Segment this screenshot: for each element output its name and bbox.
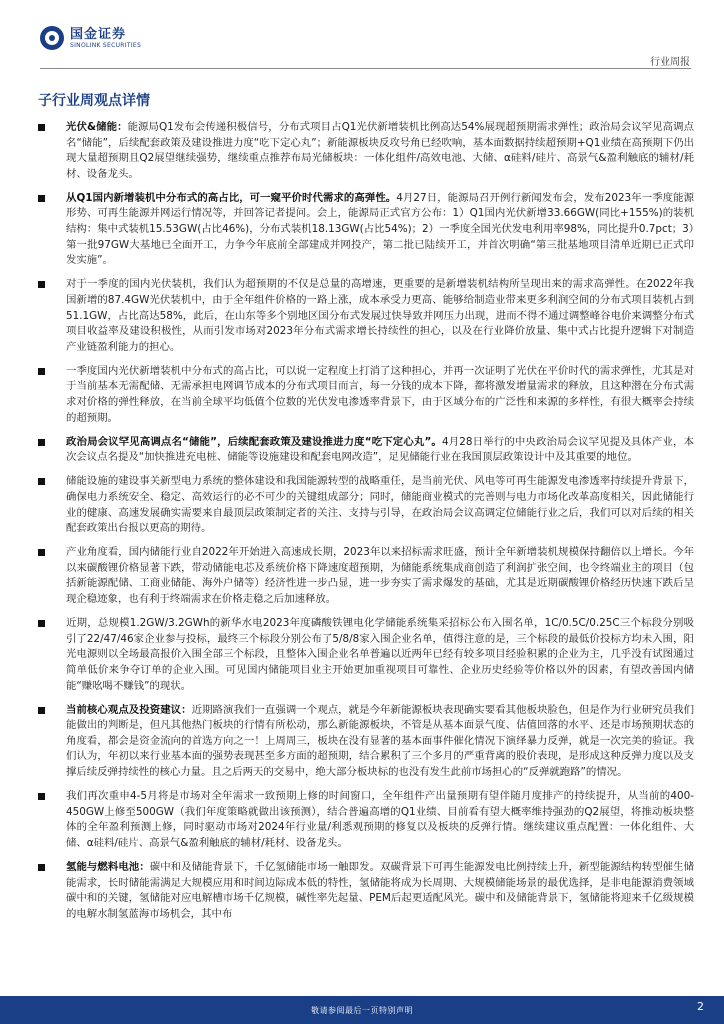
paragraph-text: 能源局Q1发布会传递积极信号，分布式项目占Q1光伏新增装机比例高达54%展现超预期需求弹性；政治局会议罕见高调点名“储能”，后续配套政策及建设推进力度“吃下定心丸”；新能源板块反攻号角已经吹响，基本面数据持续超预期+Q1业绩在高预期下仍出现大量超预期且Q2展望继续强势，继续重点推荐布局光储板块：一体化组件/高效电池、大储、α硅料/硅片、高景气&盈利触底的辅材/耗材、设备龙头。 <box>66 121 694 180</box>
brand-name-en: SINOLINK SECURITIES <box>70 41 142 49</box>
bullet-icon <box>38 124 45 131</box>
paragraph-text: 产业角度看，国内储能行业自2022年开始进入高速成长期，2023年以来招标需求旺盛，预计全年新增装机规模保持翻倍以上增长。今年以来碳酸锂价格显著下跌，带动储能电芯及系统价格下降速度超预期，为储能系统集成商创造了利润扩张空间，也令终端业主的项目（包括新能源配储、工商业储能、海外户储等）经济性进一步凸显，进一步夯实了需求爆发的基础，尤其是近期碳酸锂价格经历快速下跌后呈现企稳迹象，也有利于终端需求在价格走稳之后加速释放。 <box>66 546 694 606</box>
footer-disclaimer: 敬请参阅最后一页特别声明 <box>311 1006 413 1015</box>
paragraph-lead: 光伏&储能： <box>66 121 128 133</box>
paragraph <box>38 545 694 607</box>
paragraph-text: 我们再次重申4-5月将是市场对全年需求一致预期上修的时间窗口，全年组件产出量预期有望伴随月度排产的持续提升，从当前的400-450GW上修至500GW（我们年度策略就做出该预测），结合普遍高增的Q1业绩、目前看有望大概率维持强劲的Q2展望，将推动板块整体的全年盈利预测上修，同时驱动市场对2024年行业量/利悉观预期的修复以及板块的反弹行情。继续建议重点配置：一体化组件、大储、α硅料/硅片、高景气&盈利触底的辅材/耗材、设备龙头。 <box>66 790 694 849</box>
bullet-icon <box>38 549 45 556</box>
bullet-icon <box>38 195 45 202</box>
bullet-icon <box>38 368 45 375</box>
paragraph-lead: 政治局会议罕见高调点名“储能”，后续配套政策及建设推进力度“吃下定心丸”。 <box>66 435 442 448</box>
paragraph <box>38 616 694 694</box>
bullet-icon <box>38 620 45 627</box>
paragraph-lead: 从Q1国内新增装机中分布式的高占比，可一窥平价时代需求的高弹性。 <box>66 191 397 204</box>
paragraph <box>38 120 694 182</box>
paragraph-text: 碳中和及储能背景下，千亿氢储能市场一触即发。双碳背景下可再生能源发电比例持续上升，新型能源结构转型催生储能需求，长时储能需满足大规模应用和时间边际成本低的特性，氢储能将成为长周期、大规模储能场景的最优选择，是非电能源消费领域碳中和的关键，氢储能对应电解槽市场千亿规模，碱性率先起量、PEM后起更适配风光。碳中和及储能背景下，氢储能将迎来千亿级规模的电解水制氢蓝海市场机会，其中布 <box>66 860 695 920</box>
bullet-icon <box>38 281 45 288</box>
paragraph <box>38 364 694 426</box>
brand-name-cn: 国金证券 <box>70 26 127 42</box>
logo-icon <box>40 26 64 50</box>
bullet-icon <box>38 439 45 446</box>
page-number: 2 <box>697 1000 704 1013</box>
paragraph-lead: 当前核心观点及投资建议： <box>66 703 192 716</box>
paragraph <box>38 860 694 922</box>
paragraph-text: 一季度国内光伏新增装机中分布式的高占比，可以说一定程度上打消了这种担心，并再一次证明了光伏在平价时代的需求弹性，尤其是对于当前基本无需配储、无需承担电网调节成本的分布式项目而言，每一分钱的成本下降，都将激发增量需求的释放，且这种潜在分布式需求对价格的弹性释放，在当前全球平均低值个位数的光伏发电渗透率背景下，由于区域分布的广泛性和来源的多样性，有很大概率会持续的超预期。 <box>66 364 694 424</box>
page-header <box>0 0 724 70</box>
paragraph <box>38 474 694 536</box>
header-divider <box>40 68 691 69</box>
bullet-icon <box>38 478 45 485</box>
paragraph <box>38 277 694 355</box>
paragraph-text: 近期，总规模1.2GW/3.2GWh的新华水电2023年度磷酸铁锂电化学储能系统集采招标公布入围名单，1C/0.5C/0.25C三个标段分别吸引了22/47/46家企业参与投标，最终三个标段分别公布了5/8/8家入围企业名单，值得注意的是，三个标段的最低价投标方均未入围，阳光电源则以全场最高报价入围全部三个标段，且整体入围企业名单普遍以近两年已经有较多项目经验积累的企业为主，几乎没有试图通过简单低价来争夺订单的企业入围。可见国内储能项目业主开始更加重视项目可靠性、企业历史经验等价格以外的因素，有望改善国内储能“赚吆喝不赚钱”的现状。 <box>66 617 694 692</box>
paragraph-text: 对于一季度的国内光伏装机，我们认为超预期的不仅是总量的高增速，更重要的是新增装机结构所呈现出来的需求高弹性。在2022年我国新增的87.4GW光伏装机中，由于全年组件价格的一路上涨，成本承受力更高、能够给制造业带来更多利润空间的分布式项目装机占到51.1GW，占比高达58%，此后，在山东等多个别地区国分布式发展过快导致并网压力出现，进而不得不通过调整峰谷电价来调整分布式项目收益率及建设积极性，从而引发市场对2023年分布式需求增长持续性的担心，以及在行业降价放量、集中式占比提升逻辑下对制造产业链盈利能力的担心。 <box>66 278 694 353</box>
bullet-icon <box>38 707 45 714</box>
paragraph-text: 4月28日举行的中央政治局会议罕见提及具体产业，本次会议点名提及“加快推进充电桩、储能等设施建设和配套电网改造”，足见储能行业在我国顶层政策设计中及其重要的地位。 <box>66 435 694 464</box>
brand-logo <box>40 26 141 50</box>
bullet-icon <box>38 864 45 871</box>
report-type-label: 行业周报 <box>650 57 690 68</box>
paragraph <box>38 191 694 269</box>
body-content <box>38 120 694 931</box>
paragraph <box>38 435 694 466</box>
paragraph-lead: 氢能与燃料电池： <box>66 860 150 873</box>
section-title: 子行业周观点详情 <box>38 93 150 109</box>
paragraph-text: 储能设施的建设事关新型电力系统的整体建设和我国能源转型的战略重任，是当前光伏、风电等可再生能源发电渗透率持续提升背景下，确保电力系统安全、稳定、高效运行的必不可少的关键组成部分；同时，储能商业模式的完善则与电力市场化改革高度相关，因此储能行业的健康、高速发展确实需要来自最顶层政策制定者的关注、支持与引导，在政治局会议高调定位储能行业之后，我们可以对后续的相关配套政策出台报以更高的期待。 <box>66 475 694 535</box>
bullet-icon <box>38 793 45 800</box>
paragraph <box>38 703 694 781</box>
paragraph-text: 近期路演我们一直强调一个观点，就是今年新能源板块表现确实要看其他板块脸色，但是作为行业研究员我们能做出的判断是，但凡其他热门板块的行情有所松动，那么新能源板块，不管是从基本面景气度、估值回落的水平、还是市场预期状态的角度看，都会是资金流向的首选方向之一！上周周三，板块在没有显著的基本面事件催化情况下演绎暴力反弹，就是一次完美的验证。我们认为，年初以来行业基本面的强势表现甚至多方面的超预期，结合累积了三个多月的严重背离的股价表现，是形成这种反弹力度以及支撑后续反弹持续性的核心力量。且之后两天的交易中，绝大部分板块标的也没有发生此前市场担心的“反弹就跑路”的情况。 <box>66 703 695 778</box>
paragraph <box>38 789 694 851</box>
paragraph-text: 4月27日，能源局召开例行新闻发布会，发布2023年一季度能源形势、可再生能源并网运行情况等，并回答记者提问。会上，能源局正式官方公布：1）Q1国内光伏新增33.66GW(同比+155%)的装机结构：集中式装机15.53GW(占比46%)，分布式装机18.13GW(占比54%)；2）一季度全国光伏发电利用率98%，同比提升0.7pct；3）第一批97GW大基地已全面开工，力争今年底前全部建成并网投产，第二批已陆续开工，并首次明确“第三批基地项目清单近期已正式印发实施”。 <box>66 191 694 267</box>
